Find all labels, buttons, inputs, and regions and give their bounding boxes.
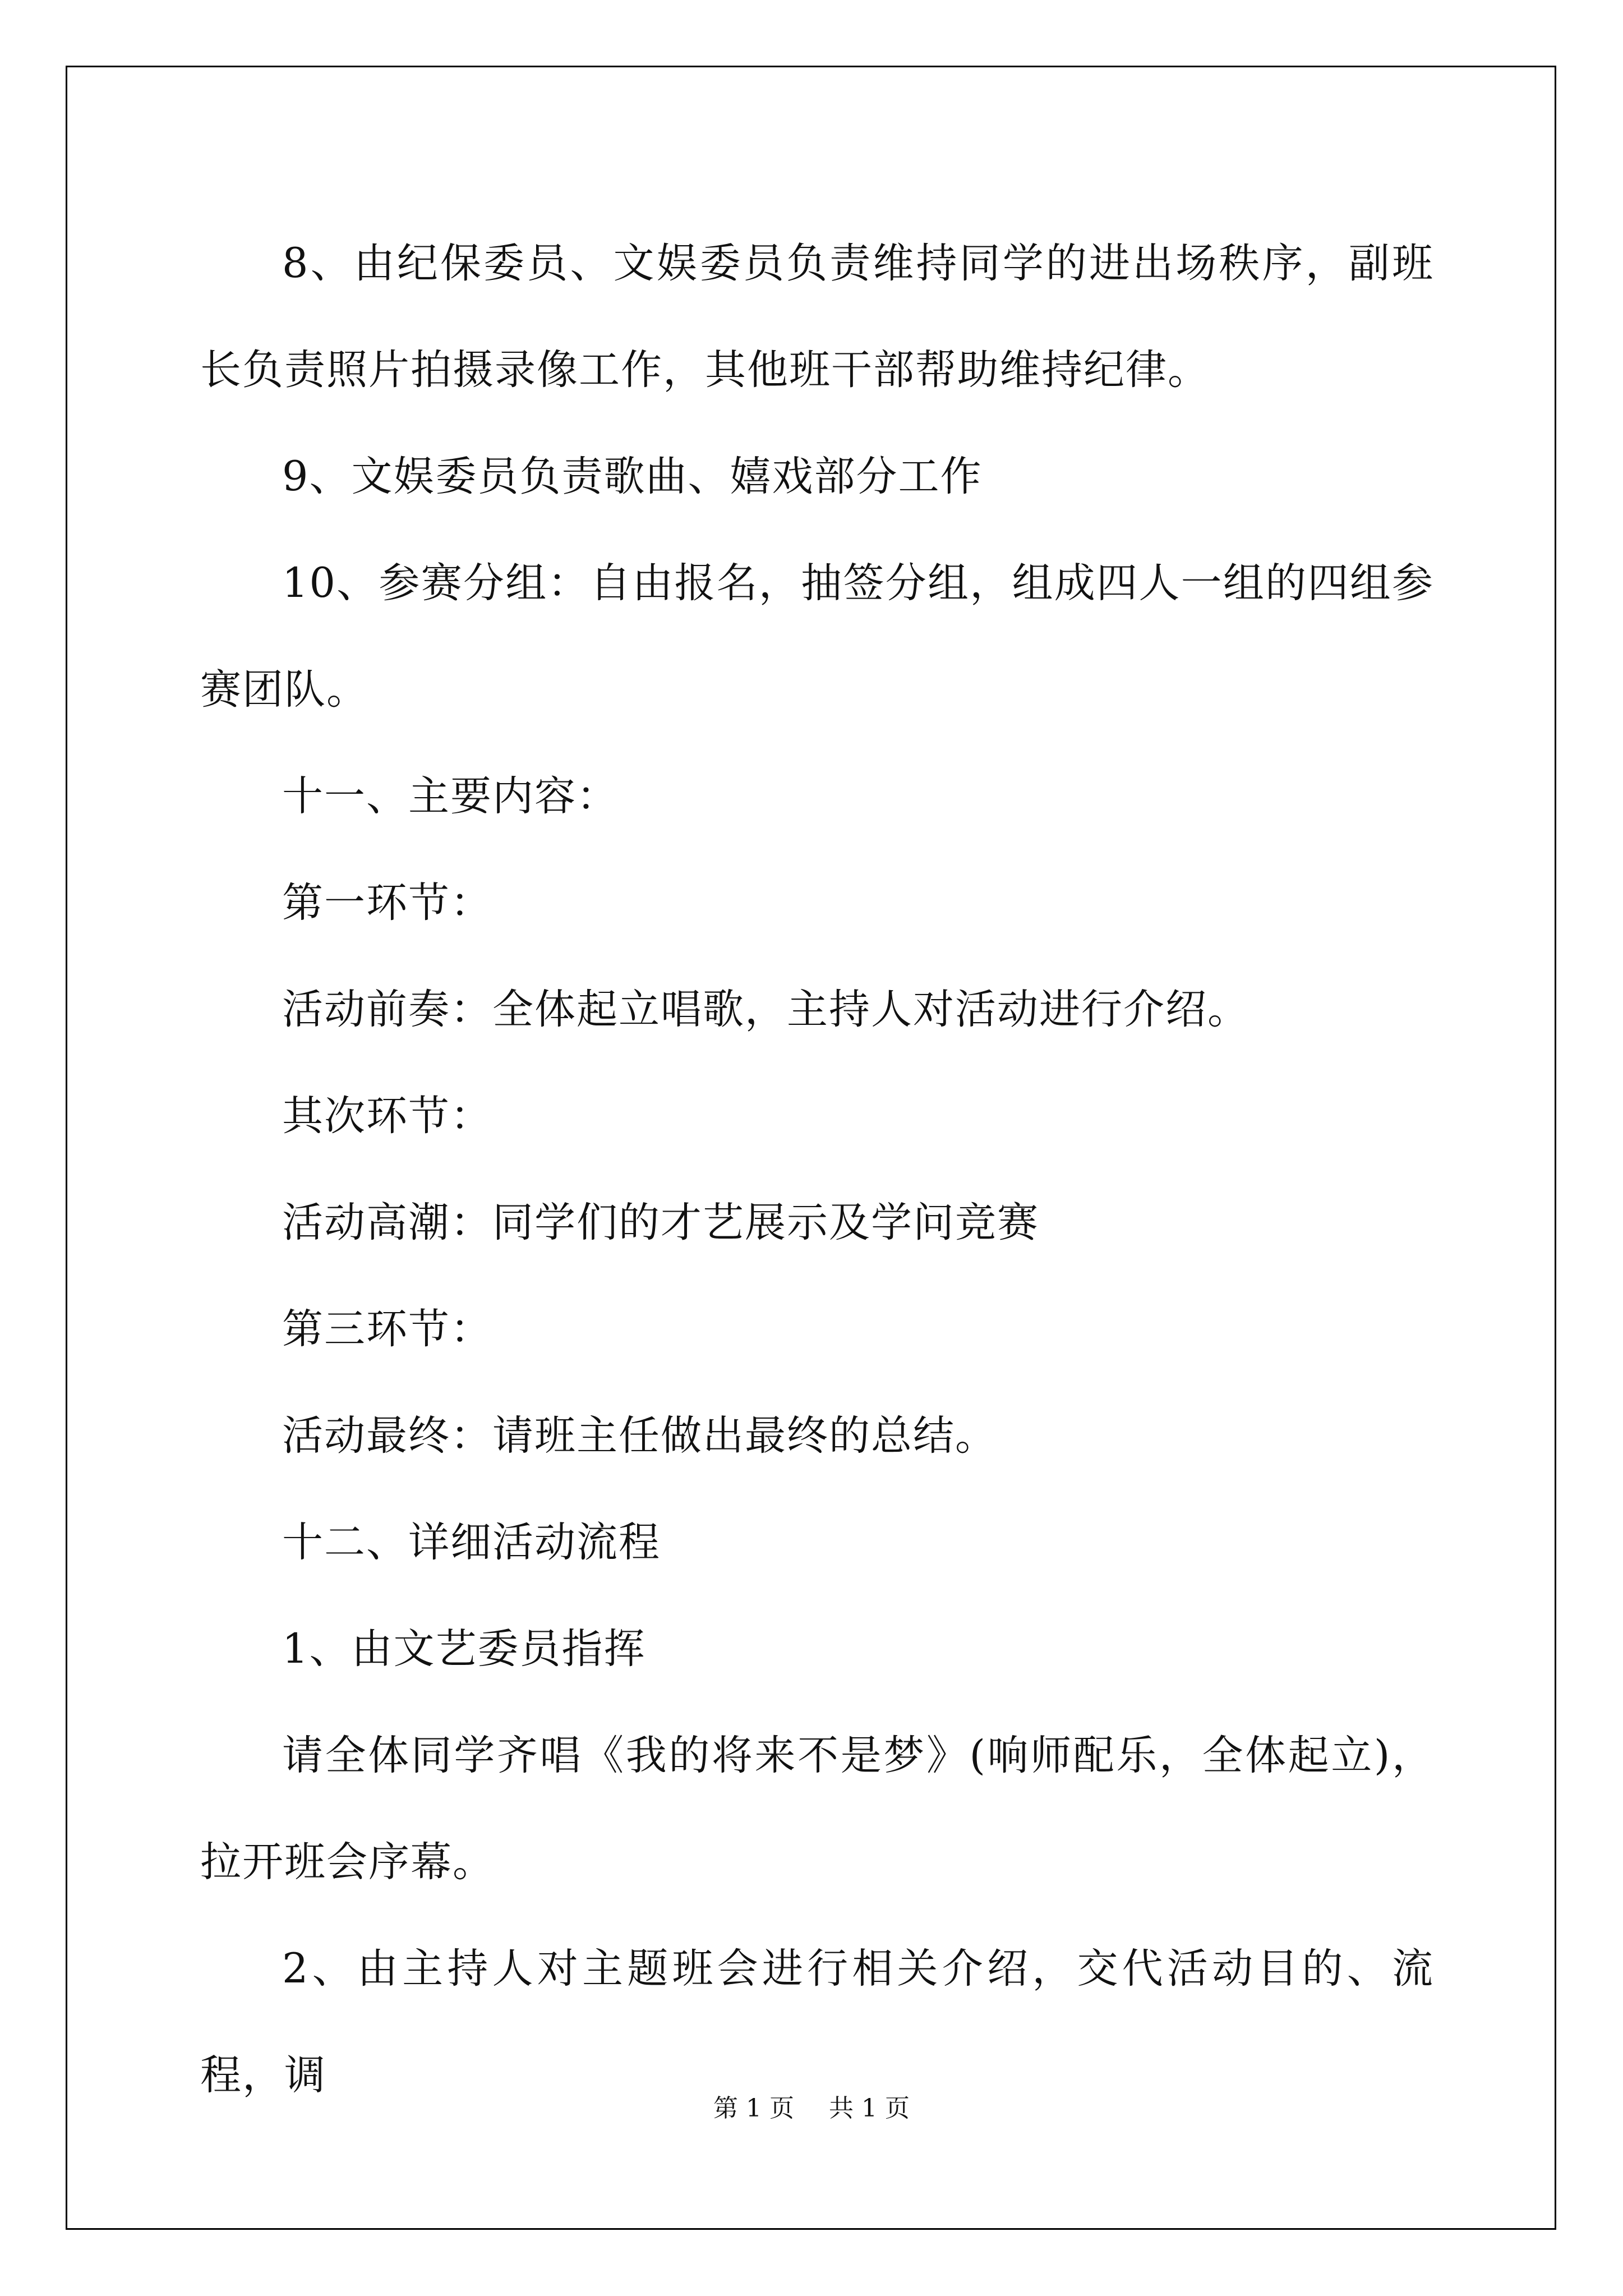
paragraph-item-8: 8、由纪保委员、文娱委员负责维持同学的进出场秩序，副班长负责照片拍摄录像工作，其他班干部帮助维持纪律。 — [200, 240, 1434, 394]
stage-3-heading: 第三环节： — [282, 1305, 492, 1353]
stage-2-content: 活动高潮：同学们的才艺展示及学问竞赛 — [282, 1199, 1039, 1246]
paragraph-item-9: 9、文娱委员负责歌曲、嬉戏部分工作 — [282, 453, 983, 500]
paragraph-item-10: 10、参赛分组：自由报名，抽签分组，组成四人一组的四组参赛团队。 — [200, 559, 1434, 714]
flow-step-1-detail: 请全体同学齐唱《我的将来不是梦》(响师配乐，全体起立)，拉开班会序幕。 — [200, 1732, 1434, 1886]
page-footer — [0, 2088, 1623, 2124]
document-body — [200, 210, 1434, 2129]
page-number: 第 1 页 — [713, 2094, 794, 2123]
flow-step-1: 1、由文艺委员指挥 — [282, 1625, 646, 1673]
flow-step-2: 2、由主持人对主题班会进行相关介绍，交代活动目的、流程，调 — [200, 1945, 1434, 2099]
section-heading-11: 十一、主要内容： — [282, 772, 619, 820]
stage-2-heading: 其次环节： — [282, 1092, 492, 1140]
page-total: 共 1 页 — [829, 2094, 910, 2123]
section-heading-12: 十二、详细活动流程 — [282, 1519, 661, 1566]
stage-1-content: 活动前奏：全体起立唱歌，主持人对活动进行介绍。 — [282, 986, 1249, 1033]
stage-3-content: 活动最终：请班主任做出最终的总结。 — [282, 1412, 997, 1460]
stage-1-heading: 第一环节： — [282, 879, 492, 927]
